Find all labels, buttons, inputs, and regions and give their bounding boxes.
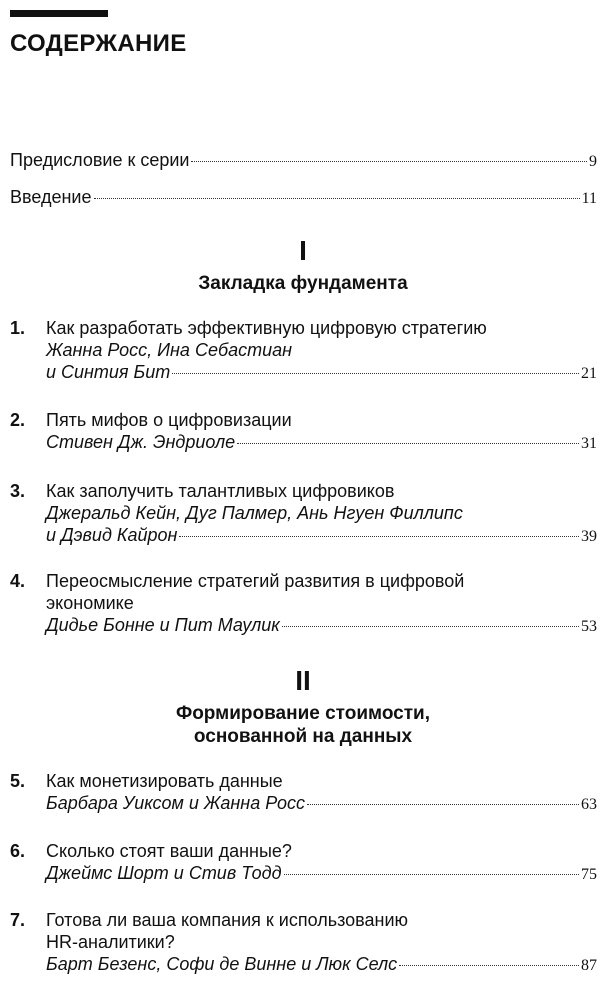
part-title: Формирование стоимости,	[175, 703, 431, 724]
leader-dots	[191, 161, 587, 162]
page-number: 11	[581, 190, 597, 207]
part-number: I	[299, 235, 307, 266]
leader-dots	[399, 965, 579, 966]
chapter-authors: Барбара Уиксом и Жанна Росс	[46, 793, 306, 813]
leader-dots	[172, 373, 579, 374]
chapter-title: экономике	[46, 593, 134, 613]
leader-dots	[284, 874, 579, 875]
entry-label: Предисловие к серии	[10, 150, 190, 170]
chapter-authors: Жанна Росс, Ина Себастиан	[46, 340, 293, 360]
chapter-authors: и Дэвид Кайрон	[46, 525, 178, 545]
page-number: 31	[581, 435, 597, 452]
chapter-title: Сколько стоят ваши данные?	[46, 841, 292, 861]
leader-dots	[237, 443, 579, 444]
part-number: II	[295, 665, 311, 696]
toc-chapter[interactable]	[10, 570, 597, 638]
chapter-title: Как заполучить талантливых цифровиков	[46, 481, 395, 501]
toc-entry-preface[interactable]	[10, 148, 597, 174]
header-rule	[10, 10, 108, 17]
page-number: 9	[589, 153, 597, 170]
toc-chapter[interactable]	[10, 480, 597, 548]
chapter-number: 6.	[10, 841, 26, 861]
chapter-number: 2.	[10, 410, 26, 430]
chapter-title: Пять мифов о цифровизации	[46, 410, 292, 430]
chapter-number: 3.	[10, 481, 26, 501]
entry-label: Введение	[10, 187, 92, 207]
toc-chapter[interactable]	[10, 909, 597, 977]
leader-dots	[94, 198, 580, 199]
chapter-number: 1.	[10, 318, 26, 338]
page-number: 63	[581, 796, 597, 813]
chapter-authors: Джеймс Шорт и Стив Тодд	[46, 863, 282, 883]
toc-entry-introduction[interactable]	[10, 185, 597, 211]
leader-dots	[179, 536, 579, 537]
leader-dots	[282, 626, 579, 627]
toc-chapter[interactable]	[10, 317, 597, 385]
chapter-authors: и Синтия Бит	[46, 362, 171, 382]
chapter-number: 4.	[10, 571, 26, 591]
leader-dots	[307, 804, 579, 805]
page-title: СОДЕРЖАНИЕ	[10, 30, 187, 57]
chapter-authors: Барт Безенс, Софи де Винне и Люк Селс	[46, 954, 398, 974]
chapter-title: Как разработать эффективную цифровую стратегию	[46, 318, 487, 338]
page-number: 53	[581, 618, 597, 635]
toc-chapter[interactable]	[10, 770, 597, 816]
page-number: 75	[581, 866, 597, 883]
chapter-number: 7.	[10, 910, 26, 930]
page-number: 21	[581, 365, 597, 382]
chapter-title: Как монетизировать данные	[46, 771, 283, 791]
chapter-title: HR-аналитики?	[46, 932, 175, 952]
chapter-number: 5.	[10, 771, 26, 791]
chapter-title: Переосмысление стратегий развития в цифровой	[46, 571, 465, 591]
page-number: 87	[581, 957, 597, 974]
chapter-authors: Джеральд Кейн, Дуг Палмер, Ань Нгуен Филлипс	[46, 503, 463, 523]
part-title: основанной на данных	[193, 726, 413, 747]
chapter-authors: Дидье Бонне и Пит Маулик	[46, 615, 280, 635]
chapter-authors: Стивен Дж. Эндриоле	[46, 432, 236, 452]
part-title: Закладка фундамента	[198, 273, 408, 294]
toc-chapter[interactable]	[10, 409, 597, 455]
chapter-title: Готова ли ваша компания к использованию	[46, 910, 409, 930]
page-number: 39	[581, 528, 597, 545]
toc-chapter[interactable]	[10, 840, 597, 886]
